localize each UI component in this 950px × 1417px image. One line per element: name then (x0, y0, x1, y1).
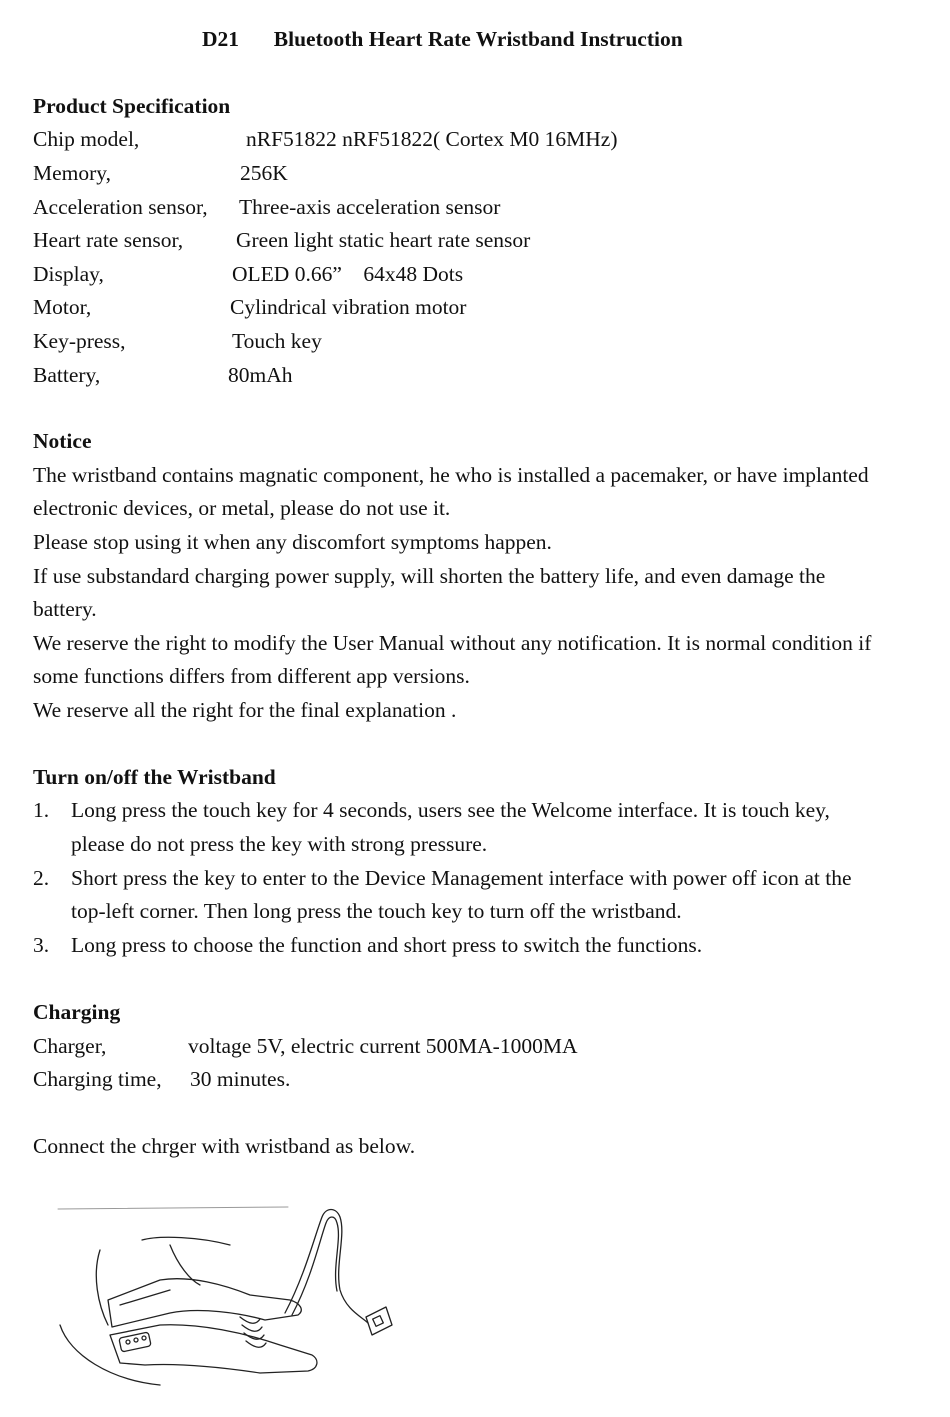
spec-label: Display, (33, 262, 104, 286)
spec-label: Motor, (33, 295, 92, 319)
charging-value: 30 minutes. (190, 1067, 291, 1091)
spec-value: Three-axis acceleration sensor (239, 195, 501, 219)
charging-label: Charging time, (33, 1067, 162, 1091)
connect-instruction: Connect the chrger with wristband as below. (33, 1134, 416, 1158)
spec-heading: Product Specification (33, 94, 231, 118)
spec-label: Acceleration sensor, (33, 195, 208, 219)
notice-line: Please stop using it when any discomfort symptoms happen. (33, 530, 552, 554)
notice-line: battery. (33, 597, 97, 621)
notice-heading: Notice (33, 429, 92, 453)
spec-value: Cylindrical vibration motor (230, 295, 467, 319)
page-title (202, 26, 683, 52)
list-number: 1. (33, 798, 50, 822)
spec-label: Memory, (33, 161, 112, 185)
turn-heading: Turn on/off the Wristband (33, 765, 276, 789)
list-number: 2. (33, 866, 50, 890)
spec-value: OLED 0.66” 64x48 Dots (232, 262, 464, 286)
notice-line: some functions differs from different app versions. (33, 664, 470, 688)
spec-label: Key-press, (33, 329, 126, 353)
spec-label: Chip model, (33, 127, 140, 151)
notice-line: We reserve the right to modify the User Manual without any notification. It is normal condition if (33, 631, 872, 655)
list-item-line: please do not press the key with strong pressure. (71, 832, 488, 856)
title-text: Bluetooth Heart Rate Wristband Instruction (273, 27, 683, 51)
charging-heading: Charging (33, 1000, 121, 1024)
spec-value: 256K (240, 161, 288, 185)
spec-value: nRF51822 nRF51822( Cortex M0 16MHz) (246, 127, 618, 151)
list-item-line: Short press the key to enter to the Device Management interface with power off icon at the (71, 866, 852, 890)
list-item-line: Long press the touch key for 4 seconds, users see the Welcome interface. It is touch key, (71, 798, 830, 822)
notice-line: We reserve all the right for the final explanation . (33, 698, 457, 722)
spec-value: Green light static heart rate sensor (236, 228, 531, 252)
notice-line: The wristband contains magnatic component, he who is installed a pacemaker, or have implanted (33, 463, 869, 487)
charging-value: voltage 5V, electric current 500MA-1000MA (188, 1034, 578, 1058)
notice-line: electronic devices, or metal, please do not use it. (33, 496, 451, 520)
notice-line: If use substandard charging power supply, will shorten the battery life, and even damage the (33, 564, 826, 588)
spec-value: 80mAh (228, 363, 293, 387)
model-code: D21 (202, 27, 240, 51)
charging-label: Charger, (33, 1034, 107, 1058)
spec-value: Touch key (232, 329, 322, 353)
list-item-line: top-left corner. Then long press the touch key to turn off the wristband. (71, 899, 682, 923)
list-item-line: Long press to choose the function and short press to switch the functions. (71, 933, 703, 957)
spec-label: Heart rate sensor, (33, 228, 184, 252)
charger-clip-illustration-icon (50, 1195, 400, 1395)
list-number: 3. (33, 933, 50, 957)
spec-label: Battery, (33, 363, 101, 387)
